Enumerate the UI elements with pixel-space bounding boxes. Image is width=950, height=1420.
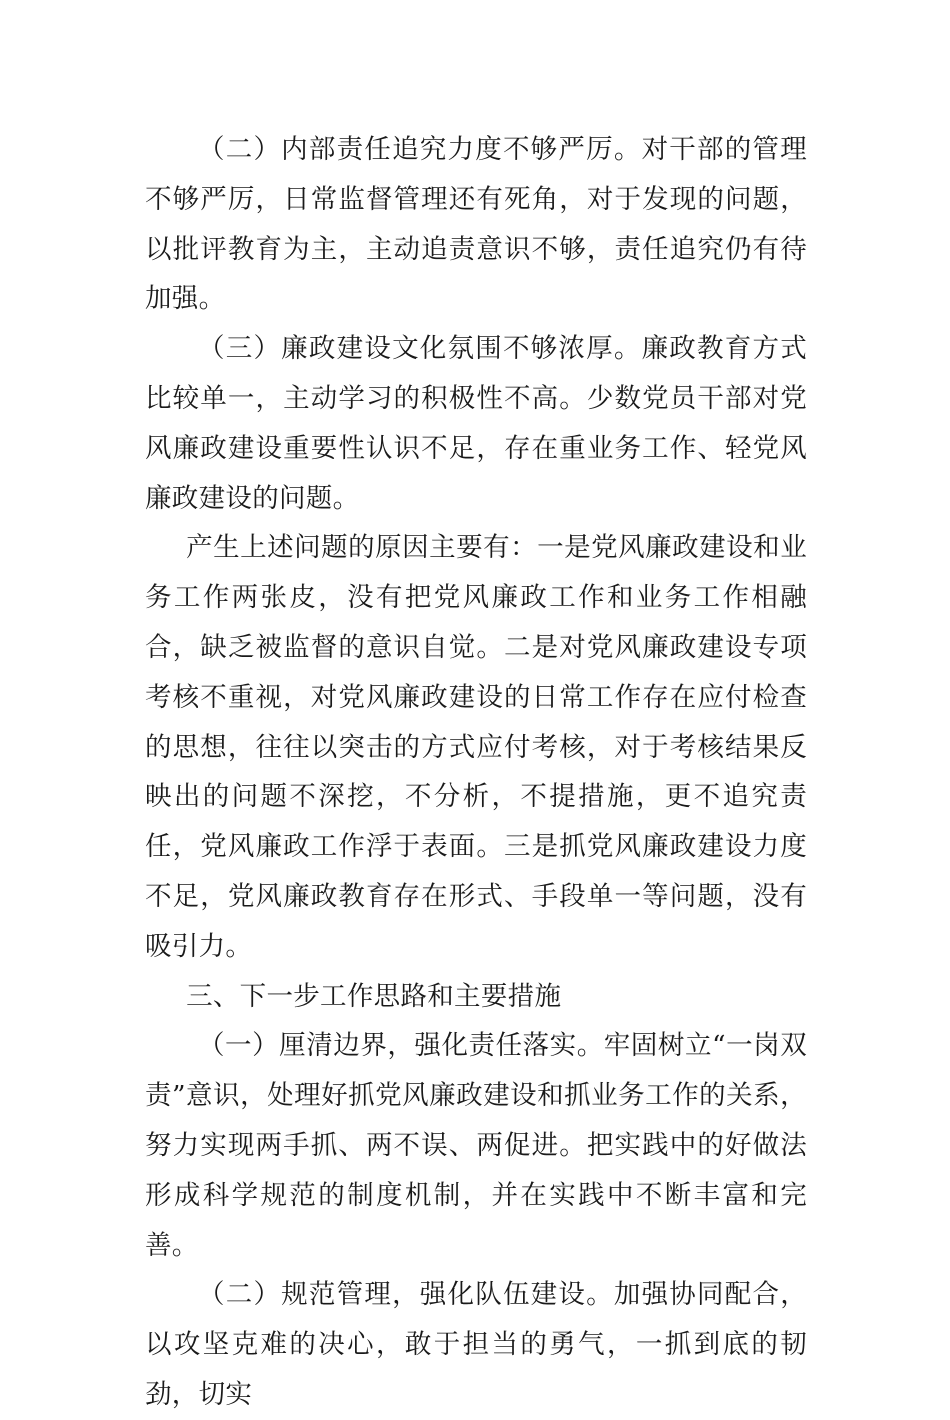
document-body: [145, 125, 807, 1420]
paragraph-internal-accountability: （二）内部责任追究力度不够严厉。对干部的管理不够严厉，日常监督管理还有死角，对于发现的问题，以批评教育为主，主动追责意识不够，责任追究仍有待加强。: [145, 134, 807, 315]
paragraph-problem-causes: 产生上述问题的原因主要有：一是党风廉政建设和业务工作两张皮，没有把党风廉政工作和业务工作相融合，缺乏被监督的意识自觉。二是对党风廉政建设专项考核不重视，对党风廉政建设的日常工作存在应付检查的思想，往往以突击的方式应付考核，对于考核结果反映出的问题不深挖，不分析，不提措施，更不追究责任，党风廉政工作浮于表面。三是抓党风廉政建设力度不足，党风廉政教育存在形式、手段单一等问题，没有吸引力。: [145, 532, 807, 962]
section-heading-next-steps: 三、下一步工作思路和主要措施: [186, 980, 562, 1012]
paragraph-standardize-management: （二）规范管理，强化队伍建设。加强协同配合，以攻坚克难的决心，敢于担当的勇气，一抓到底的韧劲，切实: [145, 1279, 807, 1410]
paragraph-clarify-boundaries: （一）厘清边界，强化责任落实。牢固树立“一岗双责”意识，处理好抓党风廉政建设和抓业务工作的关系，努力实现两手抓、两不误、两促进。把实践中的好做法形成科学规范的制度机制，并在实践中不断丰富和完善。: [145, 1030, 807, 1261]
paragraph-integrity-culture: （三）廉政建设文化氛围不够浓厚。廉政教育方式比较单一，主动学习的积极性不高。少数党员干部对党风廉政建设重要性认识不足，存在重业务工作、轻党风廉政建设的问题。: [145, 333, 807, 514]
